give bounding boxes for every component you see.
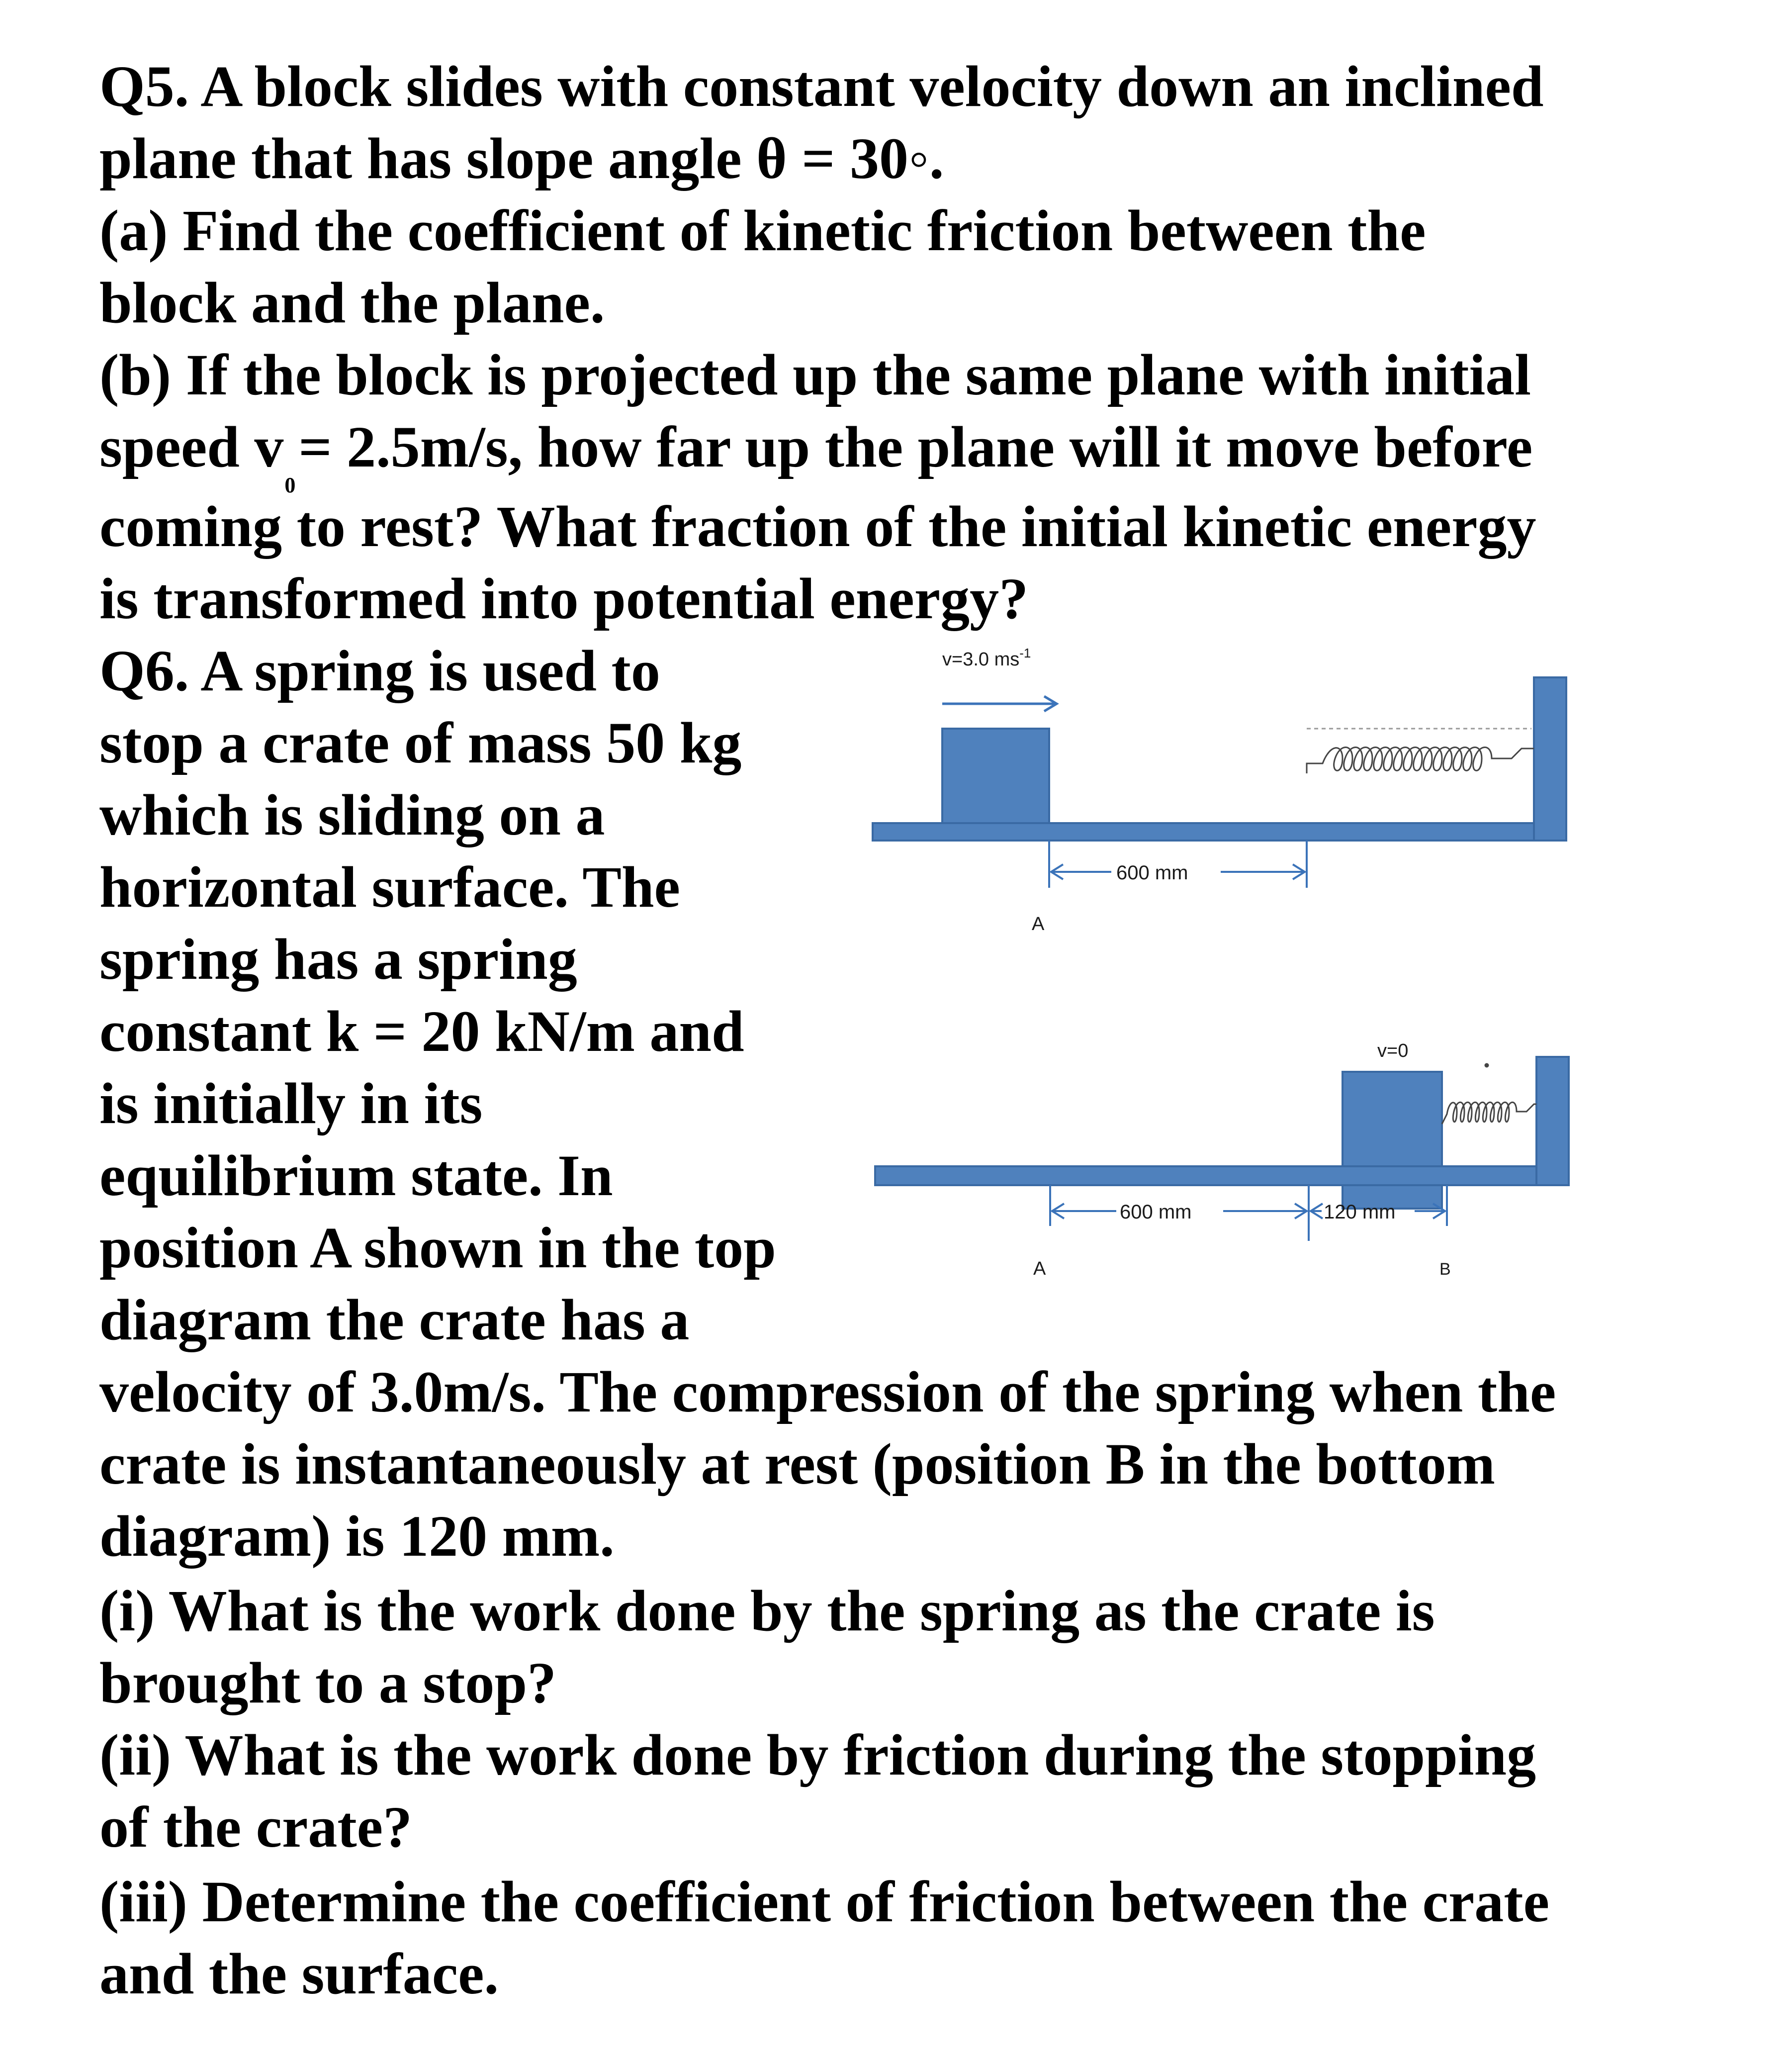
q6-line-5: spring has a spring xyxy=(99,927,577,992)
q6-line-6: constant k = 20 kN/m and xyxy=(99,999,744,1064)
q6-line-4: horizontal surface. The xyxy=(99,854,680,920)
q5-line-7: coming to rest? What fraction of the initial kinetic energy xyxy=(99,494,1536,559)
q6-line-19: and the surface. xyxy=(99,1941,499,2006)
velocity-label-bottom: v=0 xyxy=(1377,1040,1409,1061)
speed-rest: = 2.5m/s, how far up the plane will it move before xyxy=(298,414,1533,479)
q6-line-12: crate is instantaneously at rest (position B in the bottom xyxy=(99,1431,1495,1497)
q5-line-6 xyxy=(99,414,1533,497)
velocity-exponent: -1 xyxy=(1019,646,1031,660)
floor-bottom xyxy=(875,1166,1569,1185)
q6-line-8: equilibrium state. In xyxy=(99,1143,613,1208)
q6-line-16: (ii) What is the work done by friction during the stopping xyxy=(99,1722,1536,1787)
velocity-label-top: v=3.0 $ms^{-1}$ xyxy=(942,646,1031,670)
q5-line-4: block and the plane. xyxy=(99,270,605,335)
floor-top xyxy=(873,823,1566,841)
q6-line-1: Q6. A spring is used to xyxy=(99,638,660,703)
diagram-bottom xyxy=(865,1030,1581,1288)
q6-line-18: (iii) Determine the coefficient of friction between the crate xyxy=(99,1869,1549,1934)
distance-label-top: 600 mm xyxy=(1116,862,1188,884)
diagram-top xyxy=(865,642,1581,940)
q6-line-9: position A shown in the top xyxy=(99,1215,776,1280)
crate-top xyxy=(942,729,1049,823)
q6-line-14: (i) What is the work done by the spring as the crate is xyxy=(99,1578,1435,1643)
wall-top xyxy=(1534,677,1566,841)
point-a-bottom: A xyxy=(1033,1258,1046,1279)
compression-label-bottom: 120 mm xyxy=(1324,1201,1396,1223)
q6-line-7: is initially in its xyxy=(99,1071,483,1136)
q6-line-17: of the crate? xyxy=(99,1794,413,1860)
distance-label-bottom: 600 mm xyxy=(1120,1201,1192,1223)
q6-line-11: velocity of 3.0m/s. The compression of the spring when the xyxy=(99,1359,1556,1424)
q5-line-2: plane that has slope angle θ = 30◦. xyxy=(99,126,944,191)
q5-line-3: (a) Find the coefficient of kinetic friction between the xyxy=(99,198,1426,263)
crate-bottom xyxy=(1343,1072,1442,1209)
q6-line-13: diagram) is 120 mm. xyxy=(99,1503,615,1569)
q6-line-10: diagram the crate has a xyxy=(99,1287,690,1352)
speed-text: speed v xyxy=(99,414,284,479)
wall-bottom xyxy=(1536,1057,1569,1185)
q5-line-5: (b) If the block is projected up the same plane with initial xyxy=(99,342,1531,407)
speed-subscript: 0 xyxy=(284,473,296,497)
q6-line-2: stop a crate of mass 50 kg xyxy=(99,710,742,775)
q6-line-3: which is sliding on a xyxy=(99,782,605,847)
velocity-arrow-icon xyxy=(942,696,1057,711)
q5-line-8: is transformed into potential energy? xyxy=(99,566,1029,631)
q6-line-15: brought to a stop? xyxy=(99,1650,557,1715)
point-a-top: A xyxy=(1032,914,1045,935)
q5-line-1: Q5. A block slides with constant velocity down an inclined xyxy=(99,54,1544,119)
point-b-bottom: B xyxy=(1439,1260,1451,1279)
spring-top-icon xyxy=(1307,729,1534,773)
spring-bottom-icon xyxy=(1442,1064,1536,1124)
